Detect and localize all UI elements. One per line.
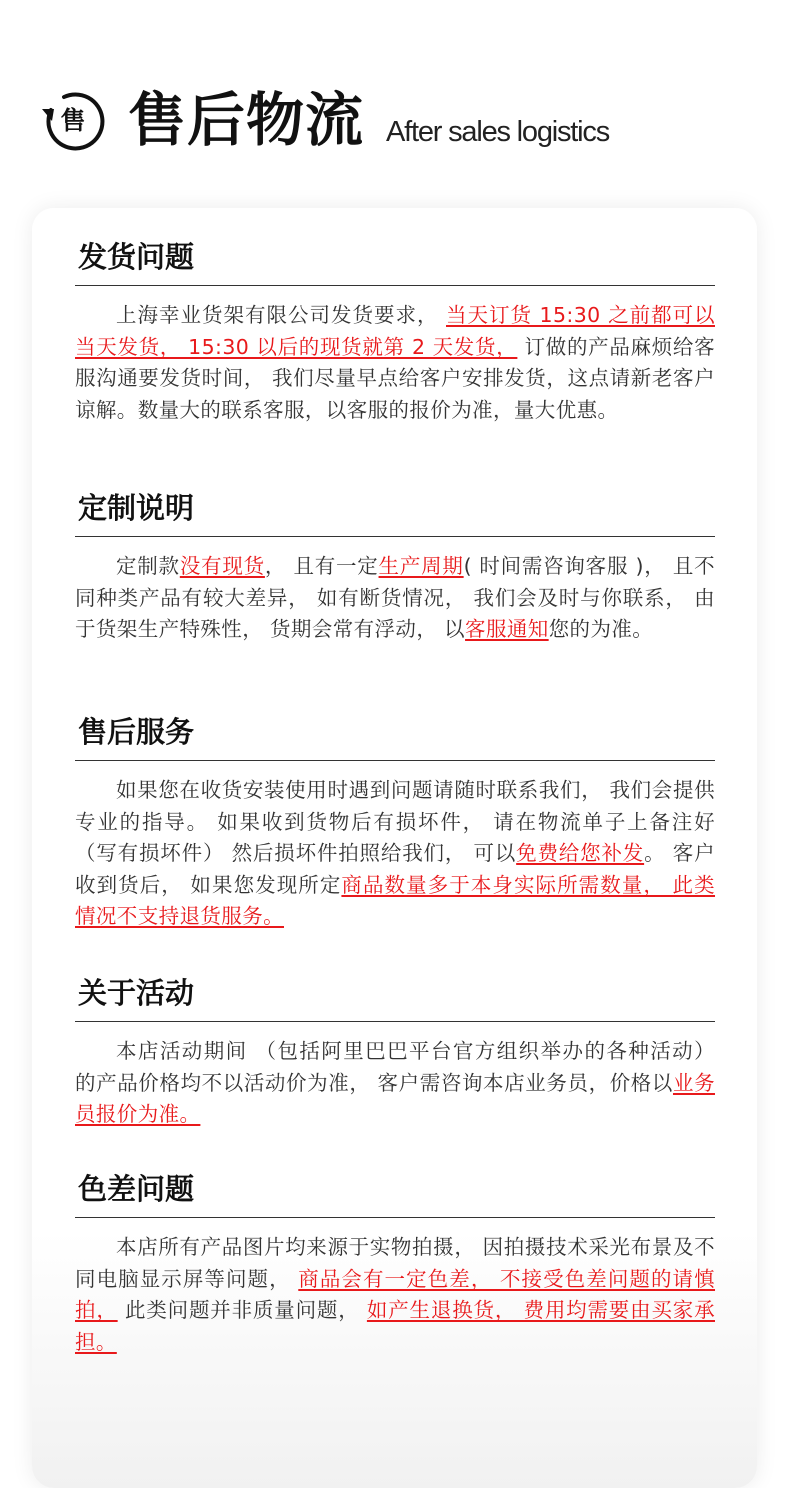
text-run: 本店活动期间 （包括阿里巴巴平台官方组织举办的各种活动） 的产品价格均不以活动价为准， 客户需咨询本店业务员，价格以 <box>75 1039 715 1095</box>
highlight-text: 没有现货 <box>179 554 265 578</box>
highlight-text: 客服通知 <box>465 617 549 641</box>
section-promotions <box>75 965 715 1131</box>
section-body <box>75 300 715 426</box>
section-title: 售后服务 <box>75 704 715 761</box>
section-shipping <box>75 229 715 426</box>
section-body <box>75 775 715 933</box>
section-body <box>75 551 715 646</box>
text-run: 此类问题并非质量问题， <box>117 1298 367 1322</box>
highlight-text: 当天订货 15:30 之前都可以当天发货， 15:30 以后的现货就第 2 天发货， <box>75 303 715 359</box>
section-body <box>75 1036 715 1131</box>
text-run: ( 时间需咨询客服 )， 且不同种类产品有较大差异， 如有断货情况， 我们会及时与你联系， 由于货架生产特殊性， 货期会常有浮动， 以 <box>75 554 715 641</box>
highlight-text: 如产生退换货， 费用均需要由买家承担。 <box>75 1298 715 1354</box>
section-customization <box>75 480 715 646</box>
page-title: 售后物流 <box>128 86 365 154</box>
page-subtitle: After sales logistics <box>386 116 609 148</box>
section-color-difference <box>75 1161 715 1358</box>
highlight-text: 免费给您补发 <box>516 841 645 865</box>
after-sales-icon <box>40 88 106 154</box>
section-after-sales <box>75 704 715 933</box>
text-run: 。 客户收到货后， 如果您发现所定 <box>75 841 715 897</box>
highlight-text: 商品数量多于本身实际所需数量， 此类情况不支持退货服务。 <box>75 872 716 928</box>
text-run: ， 且有一定 <box>264 554 379 578</box>
page-header <box>0 0 790 200</box>
text-run: 本店所有产品图片均来源于实物拍摄， 因拍摄技术采光布景及不同电脑显示屏等问题， <box>75 1235 715 1291</box>
highlight-text: 生产周期 <box>378 554 464 578</box>
highlight-text: 业务员报价为准。 <box>75 1070 715 1126</box>
text-run: 如果您在收货安装使用时遇到问题请随时联系我们， 我们会提供专业的指导。 如果收到货物后有损坏件， 请在物流单子上备注好 （写有损坏件） 然后损坏件拍照给我们， 可以 <box>75 778 715 865</box>
section-title: 关于活动 <box>75 965 715 1022</box>
section-title: 定制说明 <box>75 480 715 537</box>
after-sales-icon-label: 售 <box>60 106 86 135</box>
text-run: 您的为准。 <box>548 617 654 641</box>
section-body <box>75 1232 715 1358</box>
content-card <box>32 208 757 1488</box>
section-title: 色差问题 <box>75 1161 715 1218</box>
text-run: 定制款 <box>116 554 180 578</box>
text-run: 上海幸业货架有限公司发货要求， <box>116 303 446 327</box>
text-run: 订做的产品麻烦给客服沟通要发货时间， 我们尽量早点给客户安排发货，这点请新老客户谅解。数量大的联系客服，以客服的报价为准，量大优惠。 <box>75 334 715 422</box>
section-title: 发货问题 <box>75 229 715 286</box>
highlight-text: 商品会有一定色差， 不接受色差问题的请慎拍， <box>75 1266 716 1322</box>
